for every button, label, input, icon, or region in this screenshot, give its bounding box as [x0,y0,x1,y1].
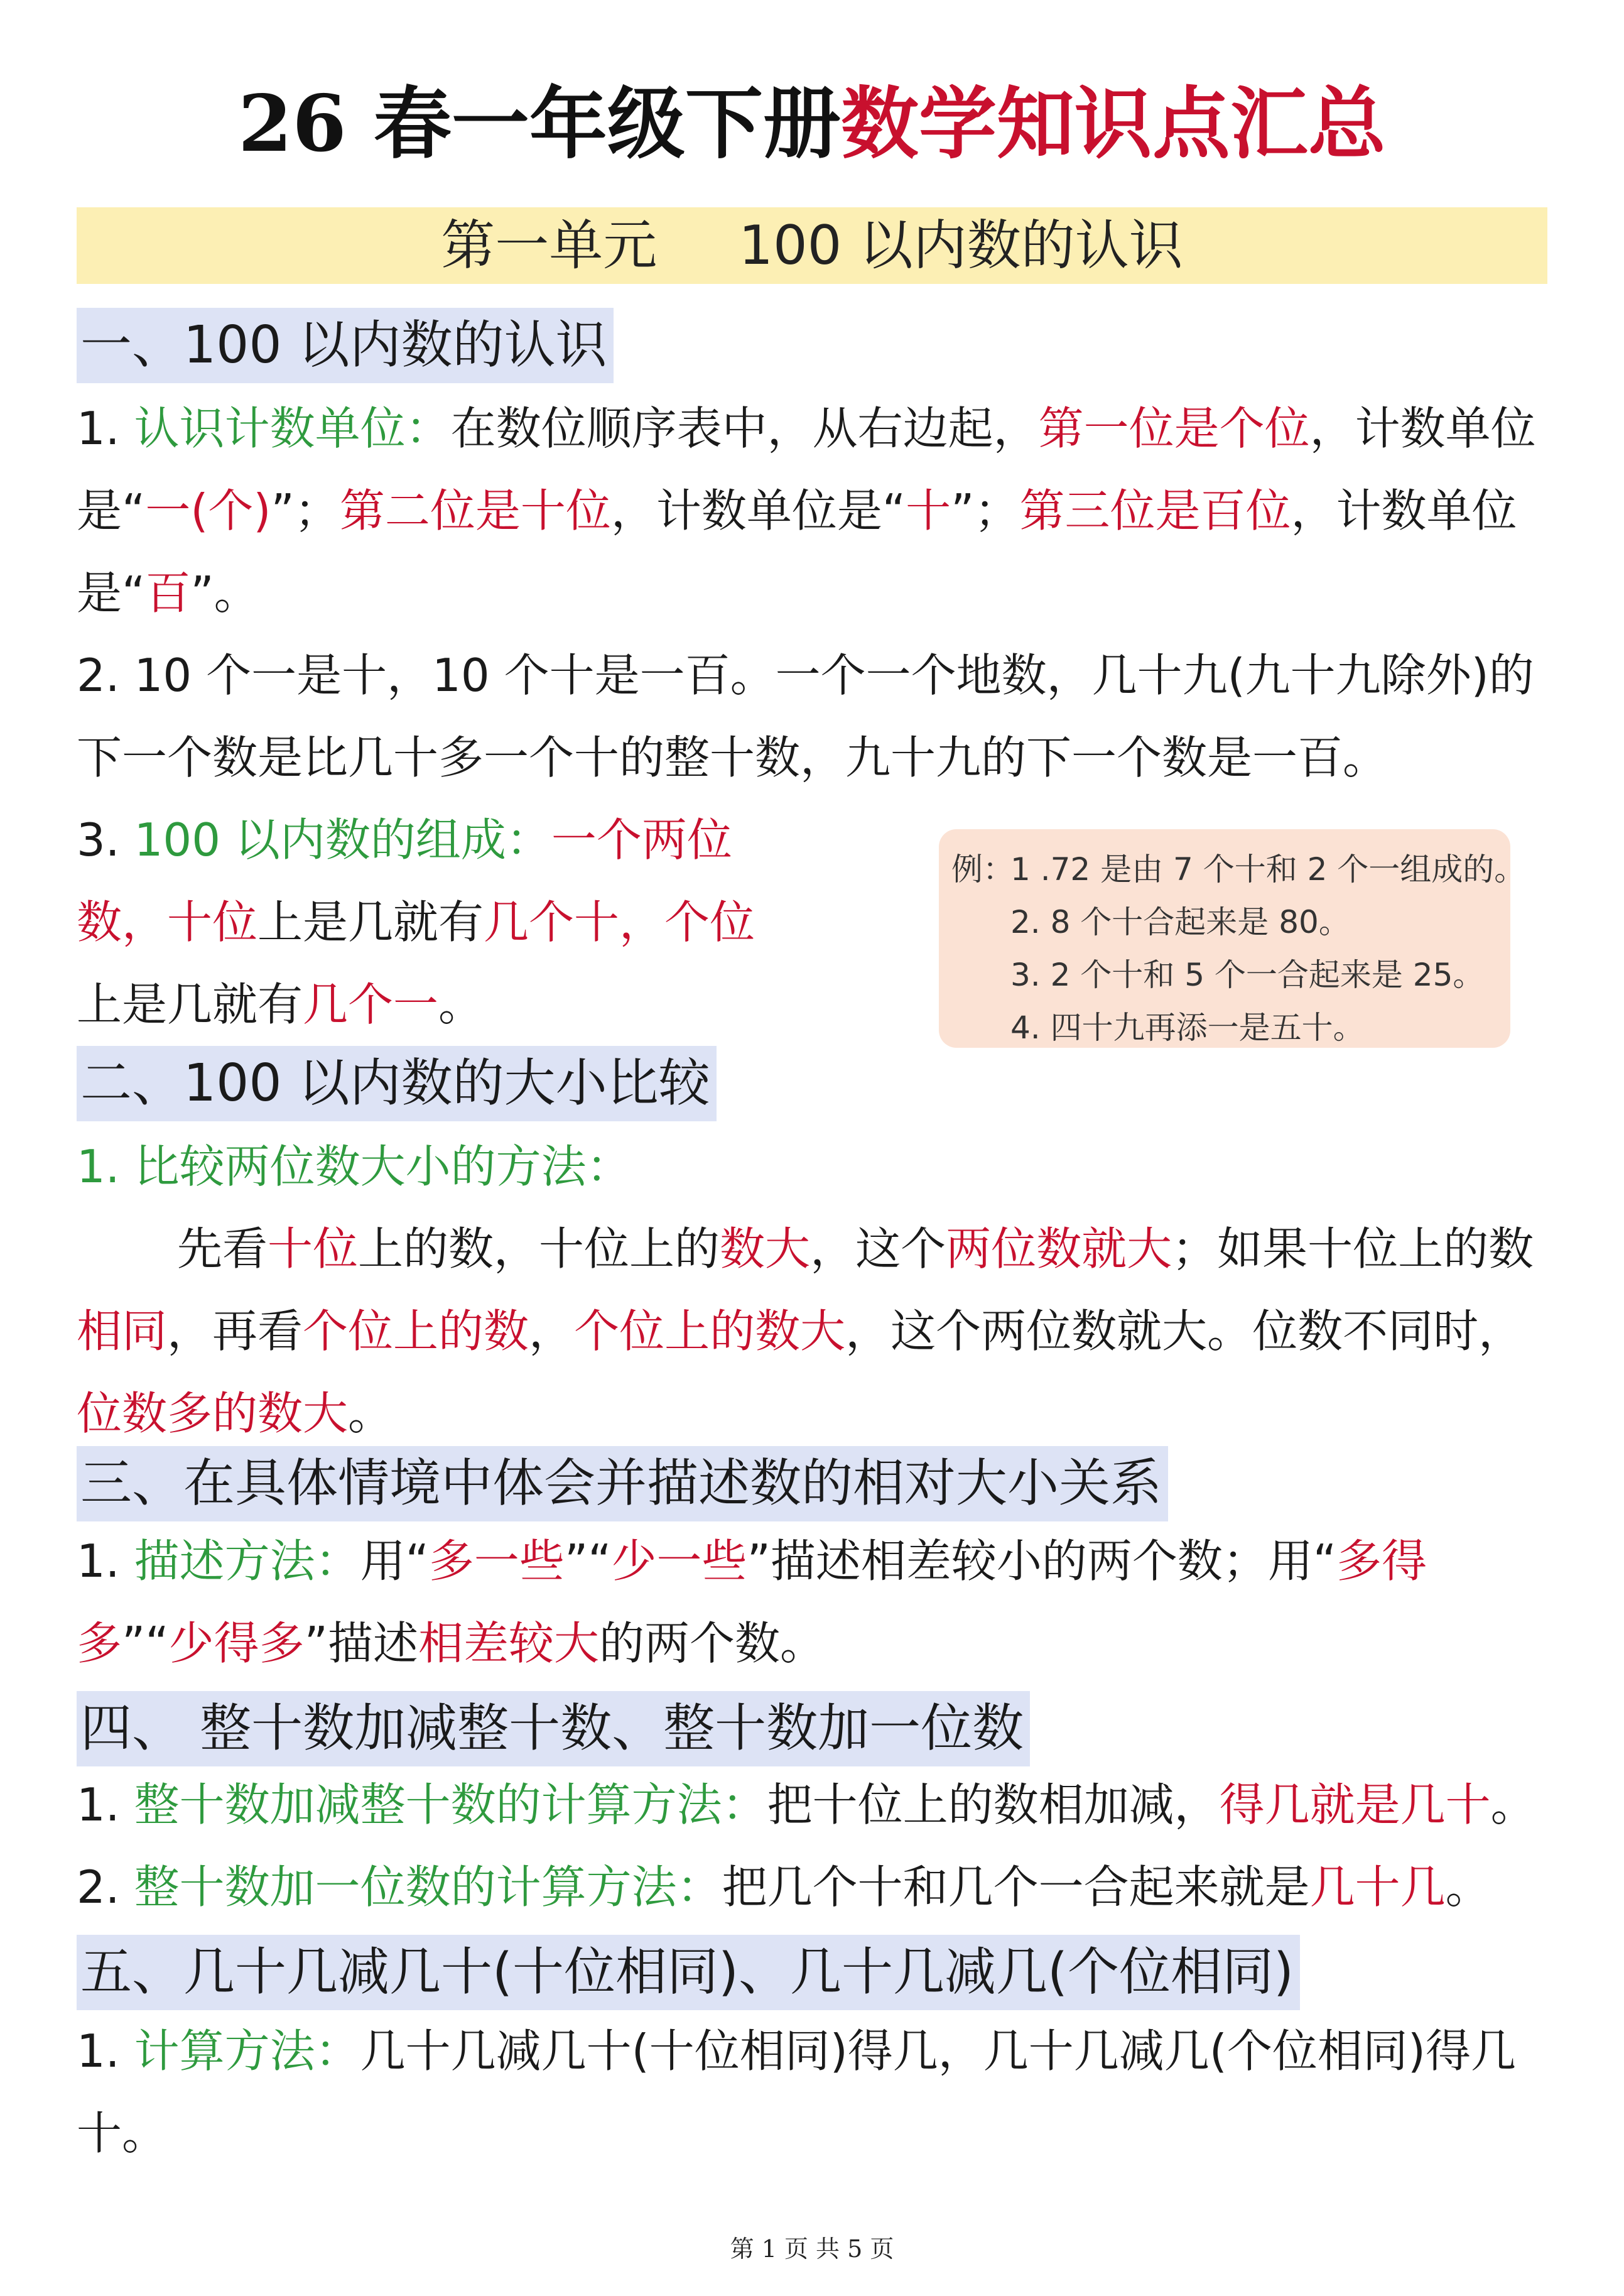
example-item: 4. 四十九再添一是五十。 [1010,1009,1365,1046]
point-4-2: 2. 整十数加一位数的计算方法：把几个十和几个一合起来就是几十几。 [77,1861,1491,1913]
example-box [939,829,1526,1048]
section-heading-3: 三、在具体情境中体会并描述数的相对大小关系 [77,1446,1168,1521]
title-main: 26 春一年级下册 [238,79,841,170]
example-item: 2. 8 个十合起来是 80。 [1010,904,1350,940]
example-item: 例：1 .72 是由 7 个十和 2 个一组成的。 [951,851,1526,888]
section-heading-5: 五、几十几减几十(十位相同)、几十几减几(个位相同) [77,1935,1300,2010]
page-footer: 第 1 页 共 5 页 [730,2235,894,2263]
unit-topic: 100 以内数的认识 [739,214,1183,277]
unit-banner [77,207,1547,284]
section-heading-1: 一、100 以内数的认识 [77,308,614,383]
point-2-1-body: 先看十位上的数，十位上的数大，这个两位数就大；如果十位上的数相同，再看个位上的数，个位上的数大，这个两位数就大。位数不同时，位数多的数大。 [77,1222,1534,1440]
point-1-2: 2. 10 个一是十，10 个十是一百。一个一个地数，几十九(九十九除外)的下一个数是比几十多一个十的整十数，九十九的下一个数是一百。 [77,649,1534,784]
point-1-1: 1. 认识计数单位：在数位顺序表中，从右边起，第一位是个位，计数单位是“一(个)”；第二位是十位，计数单位是“十”；第三位是百位，计数单位是“百”。 [77,402,1536,619]
title-accent: 数学知识点汇总 [840,79,1386,170]
page-title [0,74,1624,175]
point-1-3: 3. 100 以内数的组成：一个两位数，十位上是几就有几个十，个位上是几就有几个一。 [77,813,755,1031]
section-heading-2: 二、100 以内数的大小比较 [77,1046,717,1121]
section-heading-4: 四、 整十数加减整十数、整十数加一位数 [77,1691,1030,1766]
example-item: 3. 2 个十和 5 个一合起来是 25。 [1010,957,1485,993]
point-3-1: 1. 描述方法：用“多一些”“少一些”描述相差较小的两个数；用“多得多”“少得多”描述相差较大的两个数。 [77,1535,1427,1670]
point-2-1: 1. 比较两位数大小的方法： [77,1140,632,1193]
point-4-1: 1. 整十数加减整十数的计算方法：把十位上的数相加减，得几就是几十。 [77,1778,1536,1831]
unit-label: 第一单元 [441,214,658,277]
point-5-1: 1. 计算方法：几十几减几十(十位相同)得几，几十几减几(个位相同)得几十。 [77,2025,1516,2160]
